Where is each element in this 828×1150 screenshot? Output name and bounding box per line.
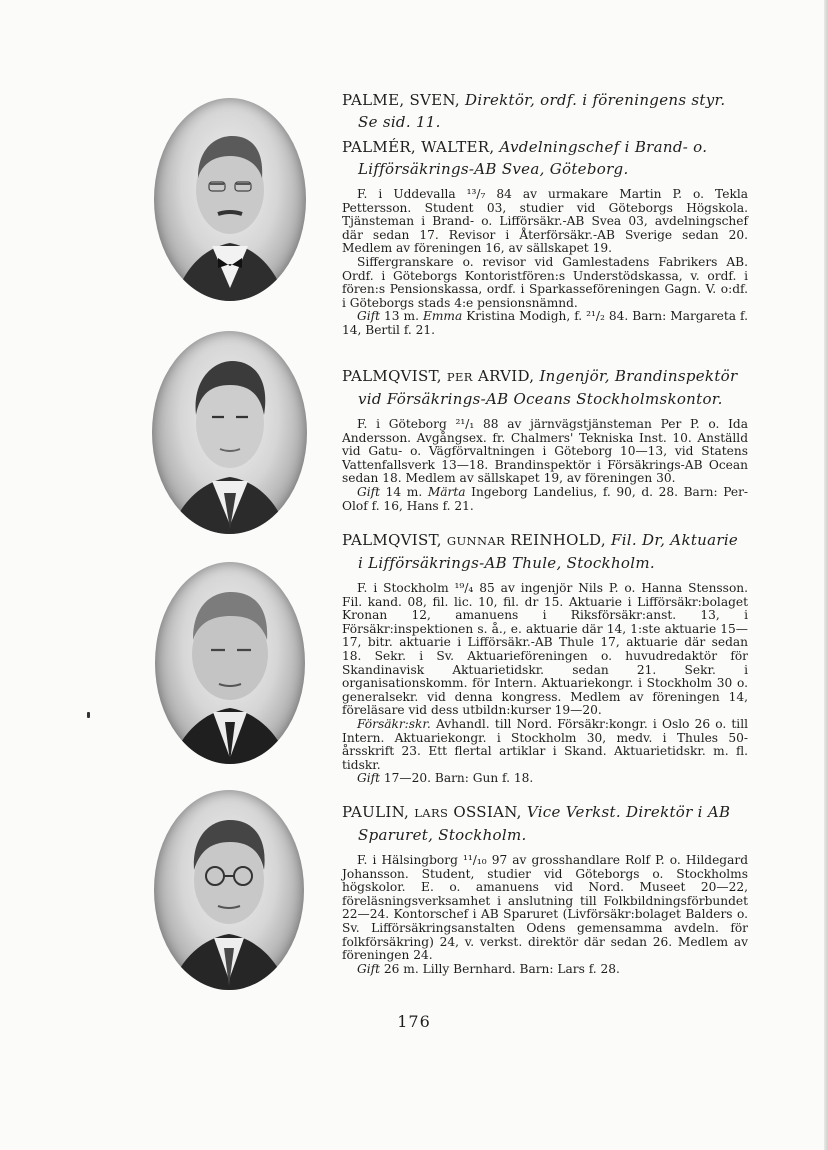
occupation: Vice Verkst. Direktör i AB Sparuret, Stockholm.: [358, 803, 731, 844]
occupation: Direktör, ordf. i föreningens styr. Se sid. 11.: [358, 91, 726, 131]
gift-year: 26 m.: [383, 961, 419, 976]
portrait-palmqvist-reinhold: [155, 562, 305, 764]
occupation: Ingenjör, Brandinspektör vid Försäkrings-AB Oceans Stockholmskontor.: [358, 367, 738, 408]
entry-palme: [342, 89, 748, 141]
publications-paragraph: [342, 718, 748, 772]
entry-heading: [342, 801, 748, 846]
entry-palmqvist-arvid: [342, 365, 748, 513]
given-name: OSSIAN,: [453, 803, 522, 821]
family-details: Ingeborg Landelius, f. 90, d. 28. Barn: Per-Olof f. 16, Hans f. 21.: [342, 484, 749, 513]
entry-heading: [342, 89, 748, 133]
stray-ink-mark: [87, 712, 90, 718]
entry-heading: [342, 136, 748, 180]
given-name: ARVID,: [477, 367, 535, 385]
given-name: WALTER,: [421, 138, 495, 156]
portrait-palmer: [154, 98, 306, 301]
gift-label: Gift: [357, 309, 381, 324]
page-edge: [824, 0, 828, 1150]
entry-paulin: [342, 801, 748, 976]
given-name: SVEN,: [409, 91, 460, 109]
occupation: Avdelningschef i Brand- o. Lifförsäkrings-AB Svea, Göteborg.: [358, 138, 708, 178]
given-name-smallcaps: LARS: [414, 806, 449, 820]
publications-text: Avhandl. till Nord. Försäkr:kongr. i Oslo 26 o. till Intern. Aktuariekongr. i Stockholm 30, medv. i Thules 50-årsskrift 23. Ett flertal artiklar i Skand. Aktuarietidskr. m. fl. tidskr.: [342, 716, 748, 772]
given-name-smallcaps: PER: [446, 370, 473, 384]
marriage-line: [342, 486, 748, 513]
biography-paragraph: F. i Stockholm ¹⁹/₄ 85 av ingenjör Nils P. o. Hanna Stensson. Fil. kand. 08, fil. lic. 10, fil. dr 15. Aktuarie i Lifförsäkr:bolaget Kronan 12, amanuens i Riksförsäkr:anst. 13, i Försäkr:inspektionen s. å., e. aktuarie där 14, 1:ste aktuarie 15—17, bitr. aktuarie i Lifförsäkr.-AB Thule 17, aktuarie där sedan 18. Sekr. i Sv. Aktuarieföreningen o. huvudredaktör för Skandinavisk Aktuarietidskr. sedan 21. Sekr. i organisationskomm. för Intern. Aktuariekongr. i Stockholm 30 o. generalsekr. vid denna kongress. Medlem av föreningen 14, föreläsare vid dess utbildn:kurser 19—20.: [342, 581, 748, 718]
marriage-line: [342, 310, 748, 337]
gift-label: Gift: [357, 771, 381, 786]
surname: PAULIN,: [342, 803, 410, 821]
entry-heading: [342, 529, 748, 574]
gift-year: 17—20.: [383, 771, 431, 786]
portrait-palmqvist-arvid: [152, 331, 307, 534]
biography-paragraph: Siffergranskare o. revisor vid Gamlestadens Fabrikers AB. Ordf. i Göteborgs Kontoristfören:s Understödskassa, v. ordf. i fören:s Pensionskassa, ordf. i Sparkasseföreningen Gagn. V. o:df. i Göteborgs stads 4:e pensionsnämnd.: [342, 254, 748, 310]
given-name: REINHOLD,: [510, 531, 606, 549]
entry-palmqvist-reinhold: [342, 529, 748, 786]
gift-label: Gift: [357, 961, 381, 976]
portrait-paulin: [154, 790, 304, 990]
biography-paragraph: F. i Hälsingborg ¹¹/₁₀ 97 av grosshandlare Rolf P. o. Hildegard Johansson. Student, studier vid Göteborgs o. Stockholms högskolor. E. o. amanuens vid Nord. Museet 20—22, föreläsningsverksamhet i anslutning till Folkbildningsförbundet 22—24. Kontorschef i AB Sparuret (Livförsäkr:bolaget Balders o. Sv. Lifförsäkringsanstalten Odens gemensamma avdeln. för folkförsäkring) 24, v. verkst. direktör där sedan 26. Medlem av föreningen 24.: [342, 853, 748, 963]
spouse-name: Märta: [427, 484, 466, 499]
occupation: Fil. Dr, Aktuarie i Lifförsäkrings-AB Thule, Stockholm.: [358, 531, 739, 572]
given-name-smallcaps: GUNNAR: [446, 534, 506, 548]
family-details: Kristina Modigh, f. ²¹/₂ 84. Barn: Margareta f. 14, Bertil f. 21.: [342, 309, 748, 337]
entry-heading: [342, 365, 748, 410]
gift-year: 14 m.: [385, 484, 423, 499]
entry-palmer: [342, 136, 748, 338]
spouse-name: Emma: [422, 309, 463, 324]
marriage-line: [342, 772, 748, 786]
surname: PALME,: [342, 91, 405, 109]
family-details: Barn: Gun f. 18.: [434, 771, 534, 786]
publications-label: Försäkr:skr.: [357, 716, 431, 731]
biography-paragraph: F. i Uddevalla ¹³/₇ 84 av urmakare Martin P. o. Tekla Pettersson. Student 03, studier vid Göteborgs Högskola. Tjänsteman i Brand- o. Lifförsäkr.-AB Svea 03, avdelningschef där sedan 17. Revisor i Återförsäkr.-AB Sverige sedan 20. Medlem av föreningen 16, av sällskapet 19.: [342, 187, 748, 256]
surname: PALMÉR,: [342, 138, 416, 156]
gift-label: Gift: [357, 484, 381, 499]
family-details: Lilly Bernhard. Barn: Lars f. 28.: [422, 961, 620, 976]
biography-paragraph: F. i Göteborg ²¹/₁ 88 av järnvägstjänsteman Per P. o. Ida Andersson. Avgångsex. fr. Chalmers' Tekniska Inst. 10. Anställd vid Gatu- o. Vägförvaltningen i Göteborg 10—13, vid Statens Vattenfallsverk 13—18. Brandinspektör i Försäkrings-AB Ocean sedan 18. Medlem av sällskapet 19, av föreningen 30.: [342, 417, 748, 486]
surname: PALMQVIST,: [342, 531, 442, 549]
surname: PALMQVIST,: [342, 367, 442, 385]
gift-year: 13 m.: [384, 309, 419, 324]
marriage-line: [342, 963, 748, 977]
page-number: 176: [397, 1012, 431, 1031]
